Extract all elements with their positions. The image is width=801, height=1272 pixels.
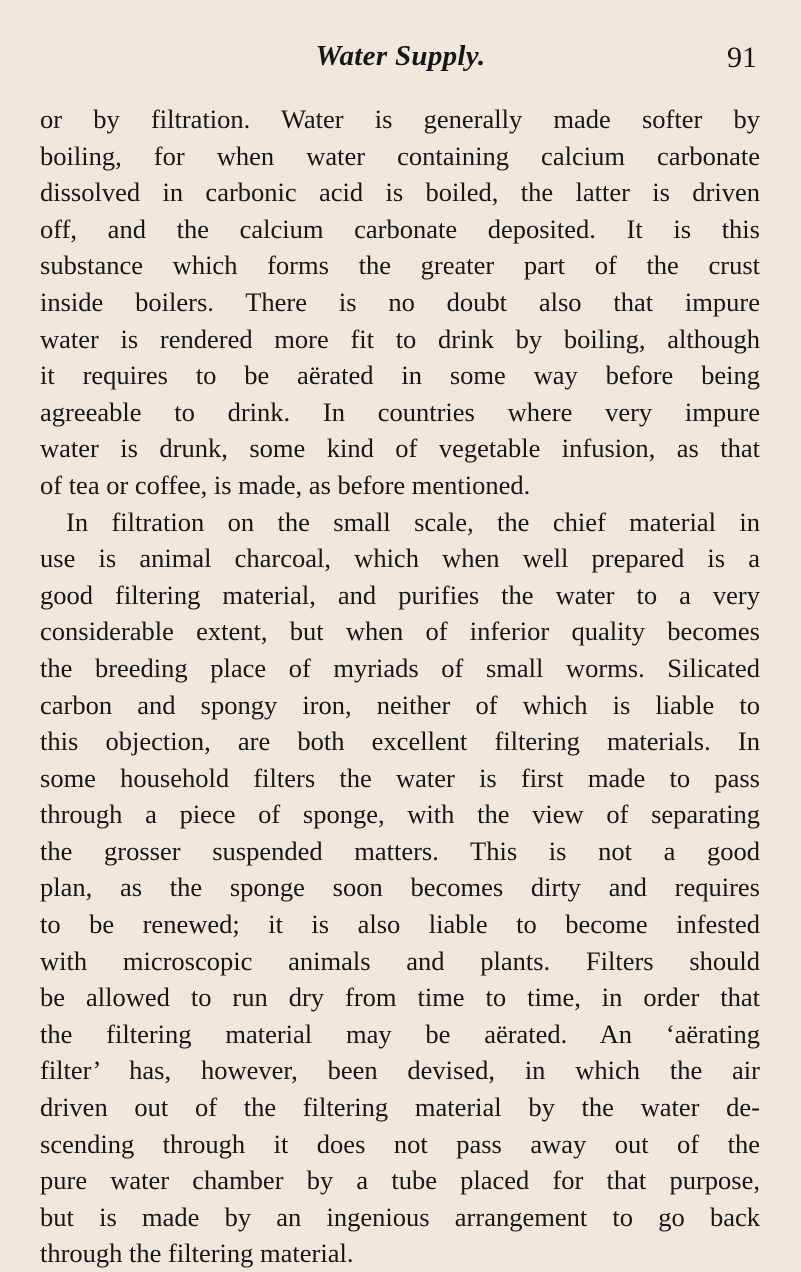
text-line: be allowed to run dry from time to time, in order that bbox=[40, 982, 760, 1013]
page-number: 91 bbox=[727, 41, 757, 74]
text-line: plan, as the sponge soon becomes dirty and requires bbox=[40, 872, 760, 903]
text-line: use is animal charcoal, which when well prepared is a bbox=[40, 543, 760, 574]
text-line: this objection, are both excellent filtering materials. In bbox=[40, 726, 760, 757]
text-line: good filtering material, and purifies the water to a very bbox=[40, 579, 760, 610]
text-line: scending through it does not pass away out of the bbox=[40, 1128, 760, 1159]
text-line: In filtration on the small scale, the chief material in bbox=[66, 506, 760, 537]
text-line: dissolved in carbonic acid is boiled, the latter is driven bbox=[40, 177, 760, 208]
text-line: through the filtering material. bbox=[40, 1238, 354, 1269]
text-line: through a piece of sponge, with the view of separating bbox=[40, 799, 760, 830]
text-line: to be renewed; it is also liable to become infested bbox=[40, 909, 760, 940]
running-title: Water Supply. bbox=[315, 40, 486, 72]
text-line: it requires to be aërated in some way before being bbox=[40, 360, 760, 391]
text-line: carbon and spongy iron, neither of which is liable to bbox=[40, 689, 760, 720]
paragraph-2 bbox=[40, 504, 760, 1272]
paragraph-1 bbox=[40, 101, 760, 504]
text-line: the filtering material may be aërated. An ‘aërating bbox=[40, 1018, 760, 1049]
text-line: the breeding place of myriads of small worms. Silicated bbox=[40, 652, 760, 683]
body-text bbox=[40, 101, 760, 1272]
text-line: or by filtration. Water is generally made softer by bbox=[40, 104, 760, 134]
text-line: agreeable to drink. In countries where very impure bbox=[40, 396, 760, 427]
text-line: but is made by an ingenious arrangement to go back bbox=[40, 1201, 760, 1232]
text-line: pure water chamber by a tube placed for that purpose, bbox=[40, 1165, 760, 1196]
text-line: water is rendered more fit to drink by boiling, although bbox=[40, 323, 760, 354]
text-line: boiling, for when water containing calcium carbonate bbox=[40, 140, 760, 171]
text-line: some household filters the water is first made to pass bbox=[40, 762, 760, 793]
text-line: with microscopic animals and plants. Filters should bbox=[40, 945, 760, 976]
text-line: driven out of the filtering material by the water de- bbox=[40, 1092, 760, 1123]
text-line: the grosser suspended matters. This is not a good bbox=[40, 835, 760, 866]
text-line: considerable extent, but when of inferior quality becomes bbox=[40, 616, 760, 647]
text-line: substance which forms the greater part of the crust bbox=[40, 250, 760, 281]
text-line: of tea or coffee, is made, as before mentioned. bbox=[40, 469, 531, 500]
text-line: filter’ has, however, been devised, in which the air bbox=[40, 1055, 760, 1086]
text-line: off, and the calcium carbonate deposited. It is this bbox=[40, 213, 760, 244]
text-line: water is drunk, some kind of vegetable infusion, as that bbox=[40, 433, 760, 464]
text-line: inside boilers. There is no doubt also that impure bbox=[40, 286, 760, 317]
running-head bbox=[0, 40, 801, 84]
